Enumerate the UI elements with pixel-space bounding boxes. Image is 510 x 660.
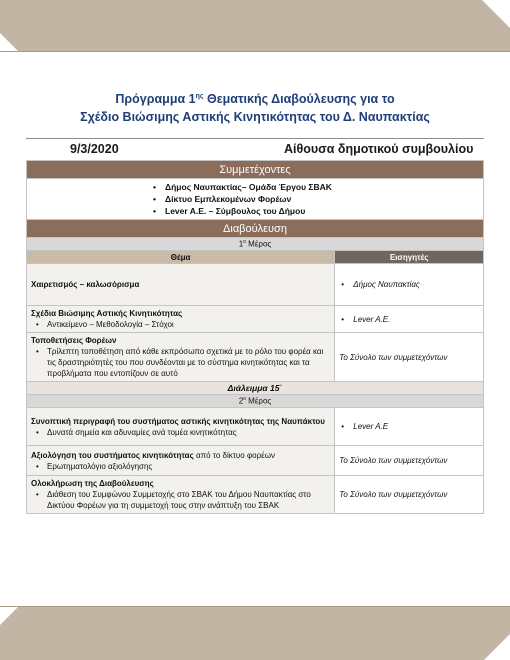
column-header-topic: Θέμα xyxy=(27,251,335,264)
agenda-speaker: Το Σύνολο των συμμετεχόντων xyxy=(335,446,484,476)
agenda-speaker: • Δήμος Ναυπακτίας xyxy=(335,264,484,306)
participant-item: • Lever A.E. – Σύμβουλος του Δήμου xyxy=(153,205,483,217)
agenda-row xyxy=(27,333,484,382)
divider-top xyxy=(26,138,484,139)
top-decorative-band xyxy=(0,0,510,52)
top-band-corner-cut xyxy=(482,0,510,28)
participant-item: • Δίκτυο Εμπλεκομένων Φορέων xyxy=(153,193,483,205)
agenda-speaker: • Lever A.E. xyxy=(335,306,484,333)
part2-heading: $2^o$ Μέρος xyxy=(27,395,484,408)
participants-list xyxy=(27,179,484,220)
program-table xyxy=(26,160,484,514)
part1-heading: $1^o$ Μέρος xyxy=(27,238,484,251)
column-header-speakers: Εισηγητές xyxy=(335,251,484,264)
meeting-info xyxy=(26,140,484,160)
agenda-row xyxy=(27,306,484,333)
agenda-row xyxy=(27,264,484,306)
agenda-topic: Χαιρετισμός – καλωσόρισμα xyxy=(27,264,335,306)
agenda-row xyxy=(27,476,484,514)
document-title-line1: Πρόγραμμα $1^{\eta\varsigma}$ Θεματικής Διαβούλευσης για το xyxy=(115,92,395,106)
agenda-speaker: • Lever A.E xyxy=(335,408,484,446)
agenda-topic: Αξιολόγηση του συστήματος κινητικότητας από το δίκτυο φορέων • Ερωτηματολόγιο αξιολόγησης xyxy=(27,446,335,476)
meeting-date: 9/3/2020 xyxy=(70,142,119,156)
agenda-speaker: Το Σύνολο των συμμετεχόντων xyxy=(335,476,484,514)
document-title-line2: Σχέδιο Βιώσιμης Αστικής Κινητικότητας του Δ. Ναυπακτίας xyxy=(80,110,430,124)
agenda-speaker: Το Σύνολο των συμμετεχόντων xyxy=(335,333,484,382)
agenda-topic: Ολοκλήρωση της Διαβούλευσης • Διάθεση του Συμφώνου Συμμετοχής στο ΣΒΑΚ του Δήμου Ναυπακτίας στο Δικτύου Φορέων για τη συμμετοχή τους στην ανάπτυξη του ΣΒΑΚ xyxy=(27,476,335,514)
participants-heading: Συμμετέχοντες xyxy=(27,161,484,179)
bottom-band-left-cut xyxy=(0,607,18,625)
agenda-topic: Συνοπτική περιγραφή του συστήματος αστικής κινητικότητας της Ναυπάκτου • Δυνατά σημεία και αδυναμίες ανά τομέα κινητικότητας xyxy=(27,408,335,446)
top-band-left-cut xyxy=(0,33,18,51)
break-row: Διάλειμμα 15΄ xyxy=(27,382,484,395)
bottom-band-corner-cut xyxy=(484,634,510,660)
agenda-row xyxy=(27,408,484,446)
consultation-heading: Διαβούλευση xyxy=(27,220,484,238)
agenda-row xyxy=(27,446,484,476)
meeting-venue: Αίθουσα δημοτικού συμβουλίου xyxy=(284,142,474,156)
bottom-decorative-band xyxy=(0,606,510,660)
participant-item: • Δήμος Ναυπακτίας– Ομάδα Έργου ΣΒΑΚ xyxy=(153,181,483,193)
agenda-topic: Τοποθετήσεις Φορέων • Τρίλεπτη τοποθέτηση από κάθε εκπρόσωπο σχετικά με το ρόλο του φορέα και τις δραστηριότητές του που συνδέονται με το σύστημα κινητικότητας και τα προβλήματα που εντοπίζουν σε αυτό xyxy=(27,333,335,382)
agenda-topic: Σχέδια Βιώσιμης Αστικής Κινητικότητας • Αντικείμενο – Μεθοδολογία – Στόχοι xyxy=(27,306,335,333)
